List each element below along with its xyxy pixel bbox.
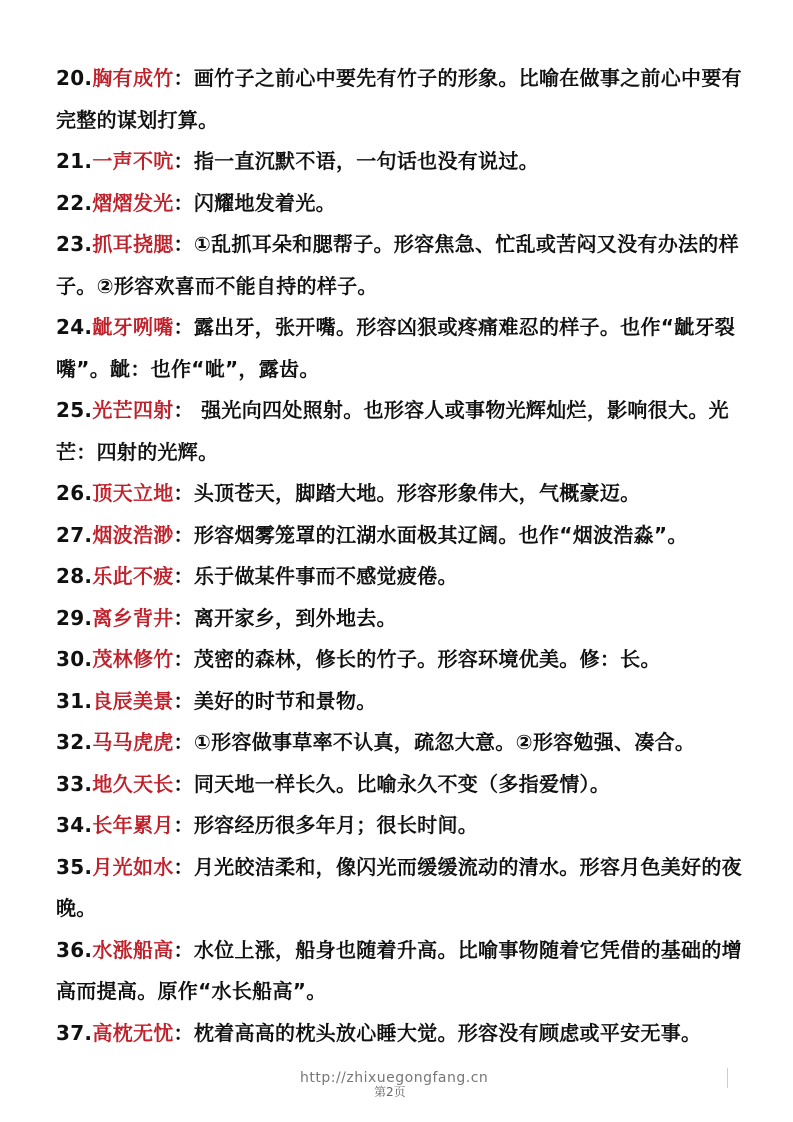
entry-separator: ： <box>173 937 194 962</box>
idiom-definition: ①形容做事草率不认真，疏忽大意。②形容勉强、凑合。 <box>193 730 696 754</box>
entry-number: 29. <box>56 605 93 630</box>
idiom-term: 顶天立地 <box>92 481 174 505</box>
idiom-term: 良辰美景 <box>92 688 174 713</box>
idiom-entry <box>56 805 746 847</box>
idiom-term: 熠熠发光 <box>92 190 174 215</box>
idiom-definition: 茂密的森林，修长的竹子。形容环境优美。修：长。 <box>193 647 661 671</box>
entry-separator: ： <box>173 232 194 256</box>
entry-separator: ： <box>173 315 194 339</box>
entry-separator: ： <box>173 605 194 630</box>
idiom-term: 地久天长 <box>92 771 174 796</box>
idiom-entry <box>56 224 746 307</box>
idiom-list <box>56 58 746 1054</box>
idiom-entry <box>56 639 746 681</box>
idiom-entry <box>56 183 746 225</box>
idiom-term: 高枕无忧 <box>92 1020 174 1045</box>
idiom-definition: 同天地一样长久。比喻永久不变（多指爱情）。 <box>193 771 611 796</box>
idiom-entry <box>56 847 746 930</box>
entry-number: 23. <box>56 232 93 256</box>
idiom-entry <box>56 307 746 390</box>
entry-separator: ： <box>173 522 194 547</box>
entry-number: 21. <box>56 149 93 173</box>
entry-number: 33. <box>56 771 93 796</box>
idiom-term: 长年累月 <box>92 813 174 837</box>
idiom-term: 乐此不疲 <box>92 564 174 588</box>
entry-separator: ： <box>173 398 194 422</box>
entry-number: 28. <box>56 564 93 588</box>
idiom-definition: 强光向四处照射。也形容人或事物光辉灿烂，影响很大。光芒：四射的光辉。 <box>56 398 729 464</box>
idiom-term: 抓耳挠腮 <box>92 232 174 256</box>
entry-separator: ： <box>173 854 194 879</box>
idiom-definition: 形容烟雾笼罩的江湖水面极其辽阔。也作“烟波浩淼”。 <box>193 522 688 547</box>
entry-separator: ： <box>173 66 194 90</box>
entry-separator: ： <box>173 813 194 837</box>
entry-number: 32. <box>56 730 93 754</box>
idiom-term: 龇牙咧嘴 <box>92 315 174 339</box>
entry-separator: ： <box>173 1020 194 1045</box>
idiom-term: 光芒四射 <box>92 398 174 422</box>
idiom-definition: ①乱抓耳朵和腮帮子。形容焦急、忙乱或苦闷又没有办法的样子。②形容欢喜而不能自持的样子。 <box>56 232 739 298</box>
idiom-entry <box>56 598 746 640</box>
idiom-definition: 闪耀地发着光。 <box>193 190 336 215</box>
entry-number: 36. <box>56 937 93 962</box>
idiom-definition: 月光皎洁柔和，像闪光而缓缓流动的清水。形容月色美好的夜晚。 <box>56 854 742 920</box>
idiom-entry <box>56 58 746 141</box>
entry-number: 22. <box>56 190 93 215</box>
idiom-term: 茂林修竹 <box>92 647 174 671</box>
entry-separator: ： <box>173 190 194 215</box>
entry-separator: ： <box>173 730 194 754</box>
idiom-entry <box>56 1013 746 1055</box>
idiom-term: 月光如水 <box>92 854 174 879</box>
entry-number: 34. <box>56 813 93 837</box>
idiom-term: 水涨船高 <box>92 937 174 962</box>
idiom-definition: 露出牙，张开嘴。形容凶狠或疼痛难忍的样子。也作“龇牙裂嘴”。龇：也作“呲”，露齿。 <box>56 315 736 381</box>
entry-number: 35. <box>56 854 93 879</box>
idiom-definition: 画竹子之前心中要先有竹子的形象。比喻在做事之前心中要有完整的谋划打算。 <box>56 66 742 132</box>
entry-number: 24. <box>56 315 93 339</box>
entry-number: 30. <box>56 647 93 671</box>
entry-number: 31. <box>56 688 93 713</box>
idiom-definition: 水位上涨，船身也随着升高。比喻事物随着它凭借的基础的增高而提高。原作“水长船高”。 <box>56 937 742 1003</box>
idiom-entry <box>56 515 746 557</box>
idiom-term: 马马虎虎 <box>92 730 174 754</box>
entry-separator: ： <box>173 481 194 505</box>
idiom-term: 烟波浩渺 <box>92 522 174 547</box>
footer-divider <box>727 1068 728 1088</box>
idiom-definition: 离开家乡，到外地去。 <box>193 605 397 630</box>
entry-separator: ： <box>173 688 194 713</box>
idiom-entry <box>56 722 746 764</box>
entry-separator: ： <box>173 771 194 796</box>
idiom-definition: 枕着高高的枕头放心睡大觉。形容没有顾虑或平安无事。 <box>193 1020 702 1045</box>
idiom-definition: 头顶苍天，脚踏大地。形容形象伟大，气概豪迈。 <box>193 481 641 505</box>
idiom-definition: 形容经历很多年月；很长时间。 <box>193 813 479 837</box>
entry-number: 37. <box>56 1020 93 1045</box>
entry-number: 20. <box>56 66 93 90</box>
footer-url: http://zhixuegongfang.cn <box>300 1070 489 1086</box>
entry-separator: ： <box>173 647 194 671</box>
idiom-definition: 乐于做某件事而不感觉疲倦。 <box>193 564 458 588</box>
idiom-entry <box>56 473 746 515</box>
entry-number: 25. <box>56 398 93 422</box>
idiom-term: 一声不吭 <box>92 149 174 173</box>
entry-number: 27. <box>56 522 93 547</box>
idiom-entry <box>56 556 746 598</box>
idiom-entry <box>56 764 746 806</box>
idiom-entry <box>56 390 746 473</box>
entry-number: 26. <box>56 481 93 505</box>
idiom-term: 离乡背井 <box>92 605 174 630</box>
entry-separator: ： <box>173 149 194 173</box>
idiom-definition: 指一直沉默不语，一句话也没有说过。 <box>193 149 539 173</box>
idiom-term: 胸有成竹 <box>92 66 174 90</box>
entry-separator: ： <box>173 564 194 588</box>
idiom-entry <box>56 681 746 723</box>
idiom-entry <box>56 930 746 1013</box>
idiom-entry <box>56 141 746 183</box>
page-number: 第2页 <box>374 1085 406 1099</box>
idiom-definition: 美好的时节和景物。 <box>193 688 377 713</box>
